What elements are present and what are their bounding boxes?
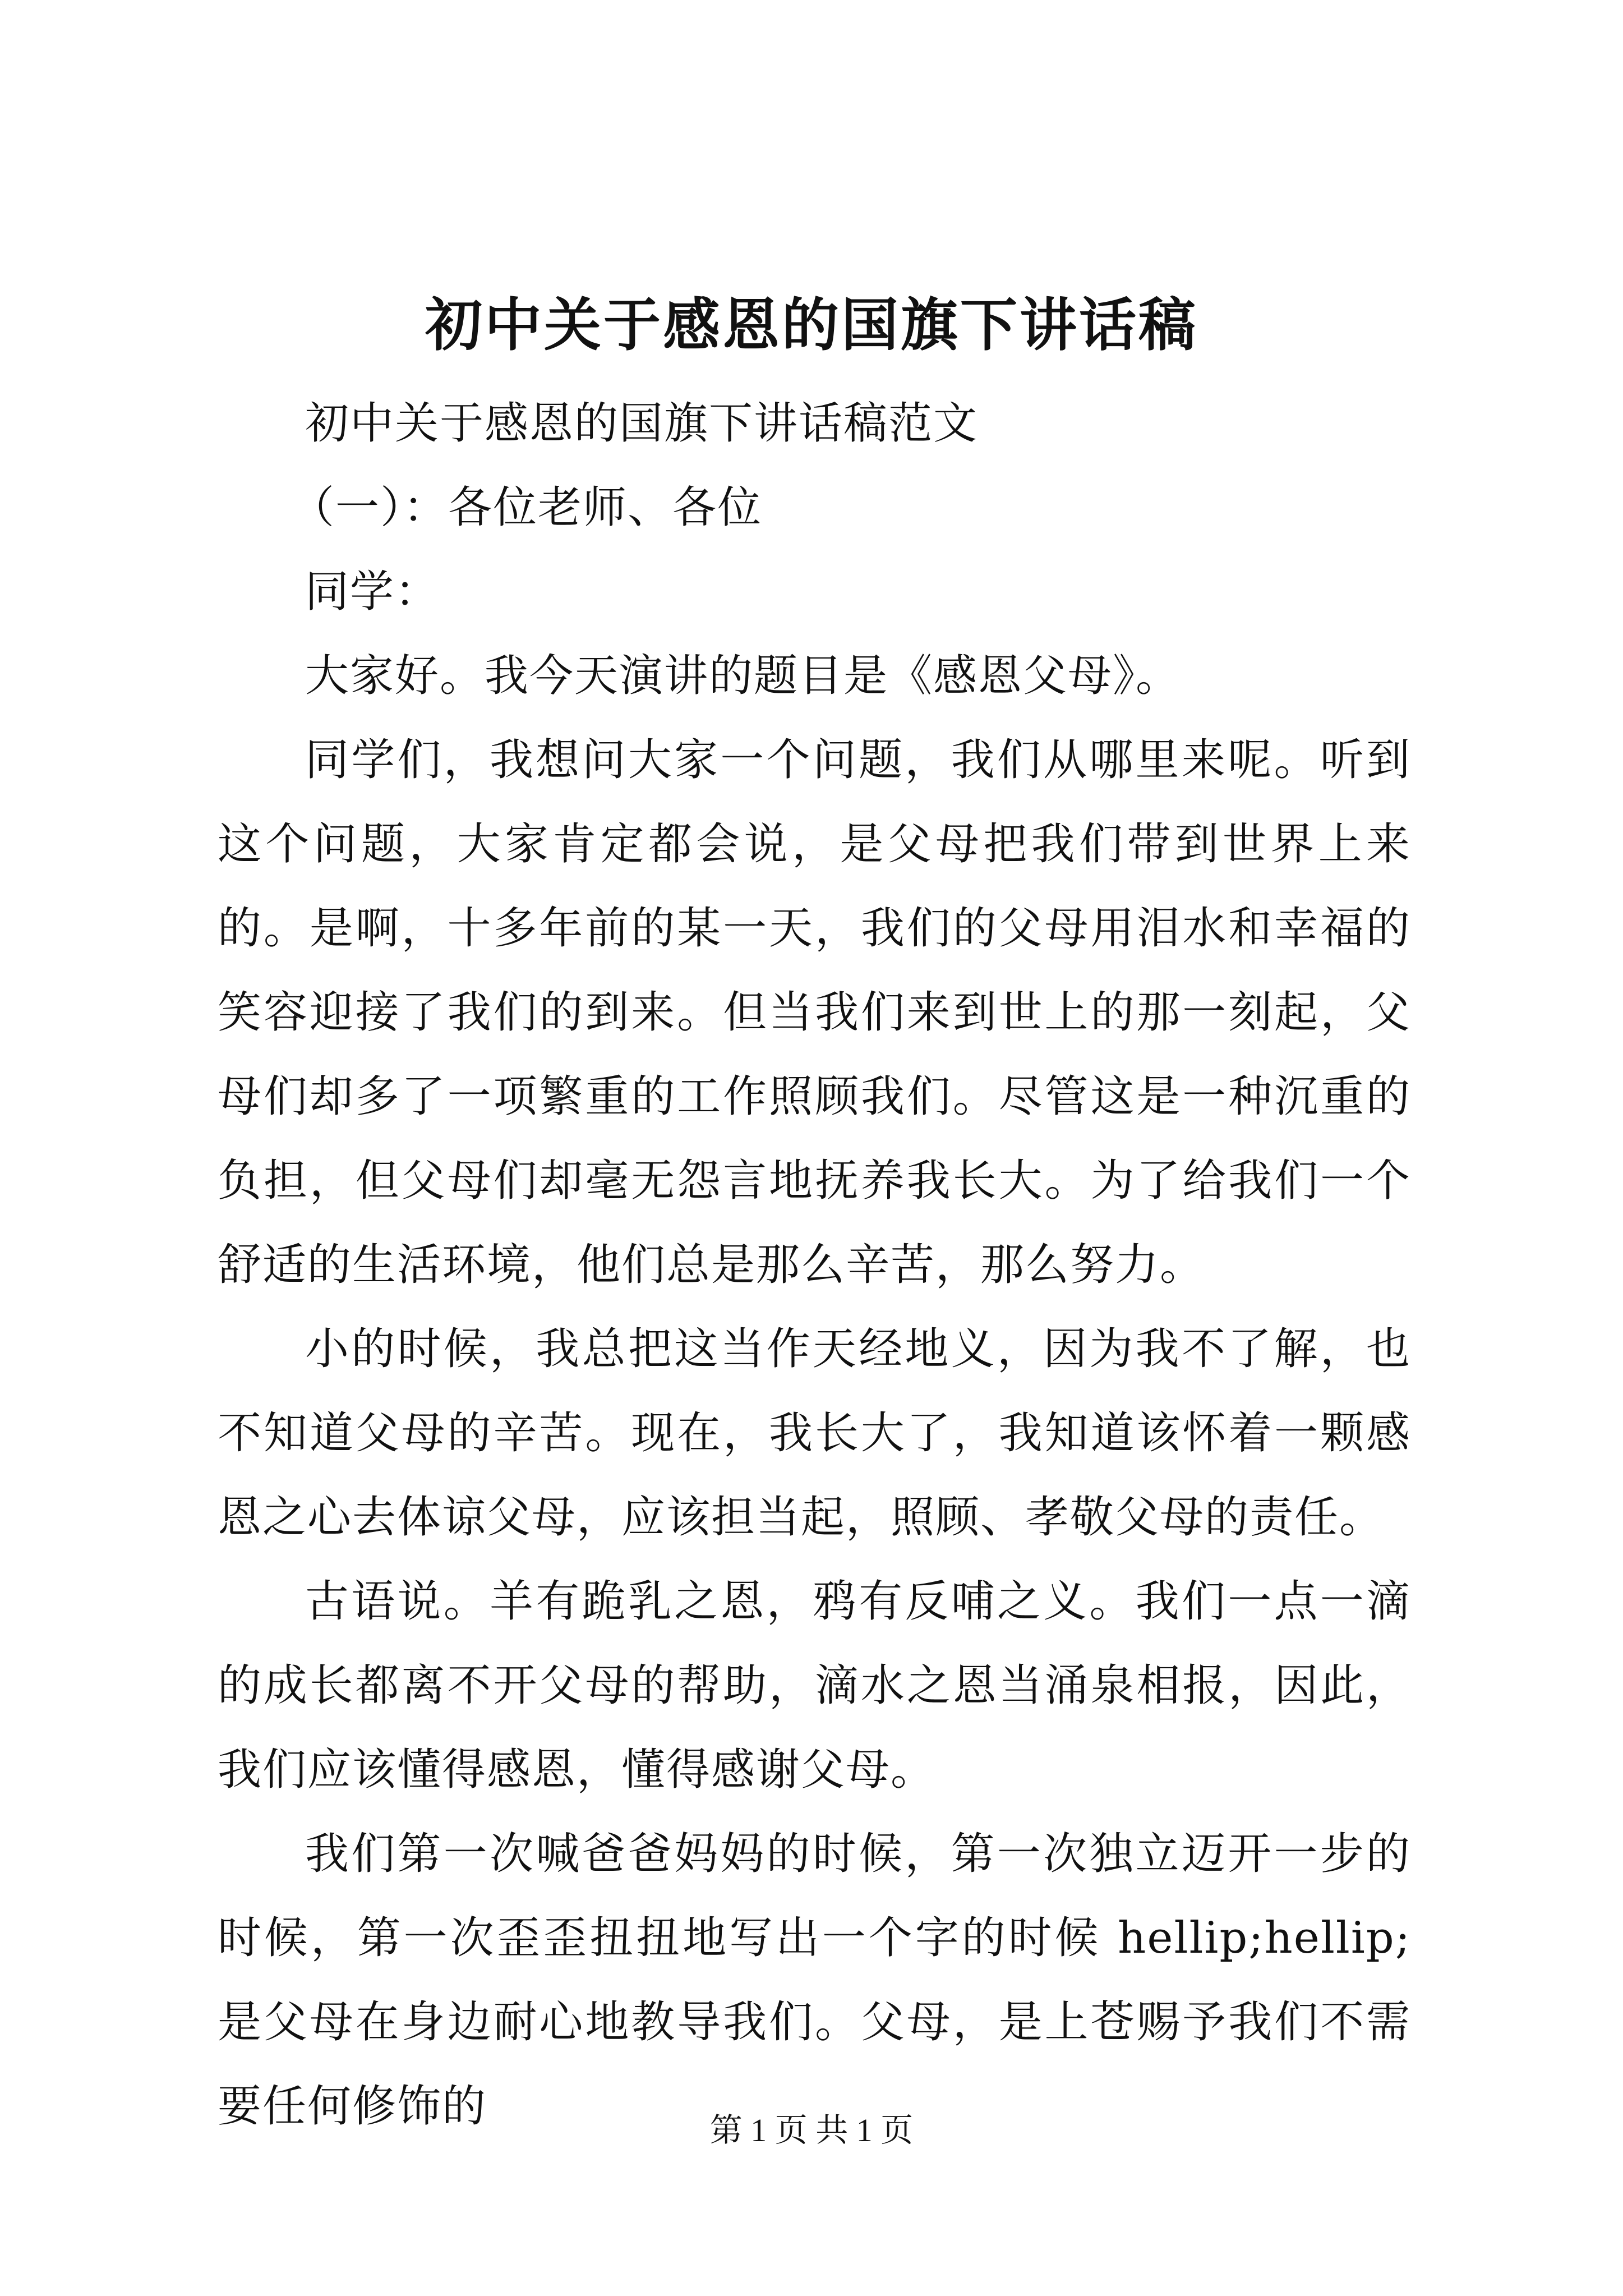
greeting-paragraph: 大家好。我今天演讲的题目是《感恩父母》。: [305, 651, 1181, 701]
body-paragraph: 同学们，我想问大家一个问题，我们从哪里来呢。听到这个问题，大家肯定都会说，是父母把我们带到世界上来的。是啊，十多年前的某一天，我们的父母用泪水和幸福的笑容迎接了我们的到来。但当我们来到世上的那一刻起，父母们却多了一项繁重的工作照顾我们。尽管这是一种沉重的负担，但父母们却毫无怨言地抚养我长大。为了给我们一个舒适的生活环境，他们总是那么辛苦，那么努力。: [218, 735, 1411, 1290]
page-footer: 第 1 页 共 1 页: [709, 2112, 914, 2148]
document-title: 初中关于感恩的国旗下讲话稿: [425, 292, 1198, 359]
body-paragraph: 小的时候，我总把这当作天经地义，因为我不了解，也不知道父母的辛苦。现在，我长大了，我知道该怀着一颗感恩之心去体谅父母，应该担当起，照顾、孝敬父母的责任。: [218, 1324, 1411, 1543]
salutation-paragraph: 同学：: [305, 567, 440, 617]
body-paragraph: 古语说。羊有跪乳之恩，鸦有反哺之义。我们一点一滴的成长都离不开父母的帮助，滴水之恩当涌泉相报，因此，我们应该懂得感恩，懂得感谢父母。: [218, 1576, 1411, 1795]
body-paragraph: 我们第一次喊爸爸妈妈的时候，第一次独立迈开一步的时候，第一次歪歪扭扭地写出一个字的时候 hellip;hellip;是父母在身边耐心地教导我们。父母，是上苍赐予我们不需要任何修饰的: [218, 1829, 1411, 2132]
document-body: [218, 381, 1411, 2148]
section-heading-paragraph: （一）：各位老师、各位: [291, 482, 763, 533]
subtitle-paragraph: 初中关于感恩的国旗下讲话稿范文: [305, 398, 979, 449]
